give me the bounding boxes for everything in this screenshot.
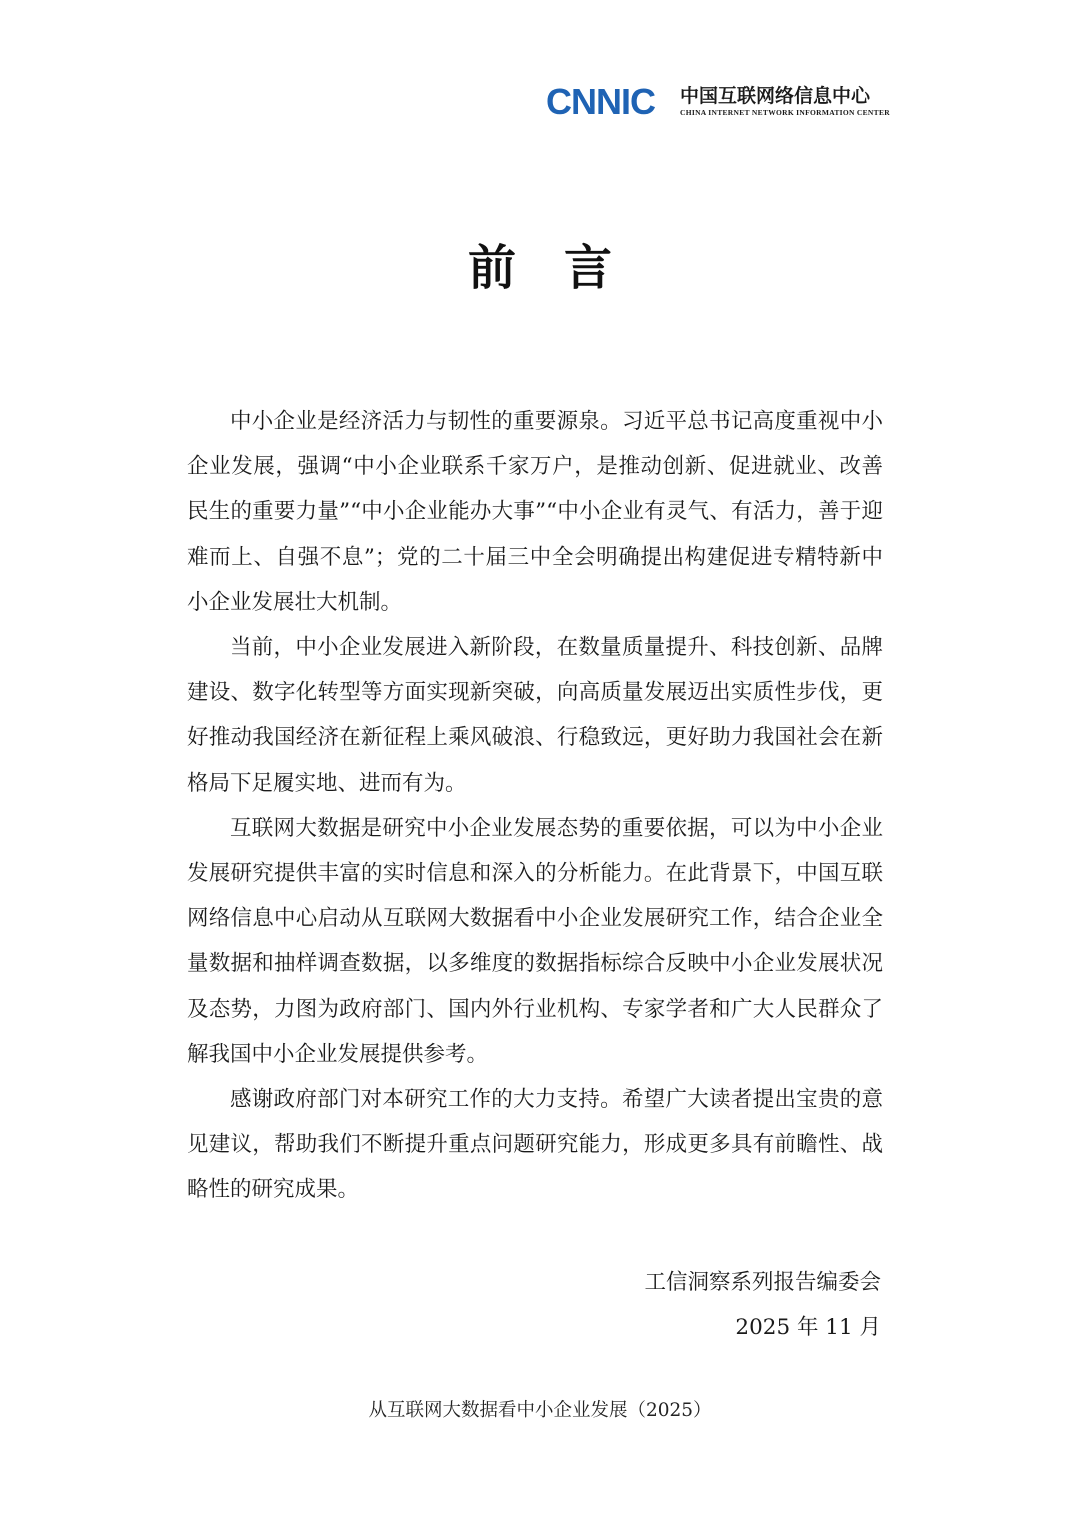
preface-body <box>187 399 883 1213</box>
signature-block <box>644 1260 881 1350</box>
signature-date: 2025 年 11 月 <box>735 1315 881 1340</box>
paragraph-3: 互联网大数据是研究中小企业发展态势的重要依据，可以为中小企业发展研究提供丰富的实时信息和深入的分析能力。在此背景下，中国互联网络信息中心启动从互联网大数据看中小企业发展研究工作，结合企业全量数据和抽样调查数据，以多维度的数据指标综合反映中小企业发展状况及态势，力图为政府部门、国内外行业机构、专家学者和广大人民群众了解我国中小企业发展提供参考。 <box>187 815 883 1067</box>
cnnic-logo <box>546 81 891 122</box>
cnnic-logo-chinese-name: 中国互联网络信息中心 <box>680 85 871 107</box>
page-footer: 从互联网大数据看中小企业发展（2025） <box>368 1400 712 1421</box>
signature-organization: 工信洞察系列报告编委会 <box>644 1270 881 1295</box>
paragraph-4: 感谢政府部门对本研究工作的大力支持。希望广大读者提出宝贵的意见建议，帮助我们不断提升重点问题研究能力，形成更多具有前瞻性、战略性的研究成果。 <box>187 1087 883 1203</box>
paragraph-1: 中小企业是经济活力与韧性的重要源泉。习近平总书记高度重视中小企业发展，强调“中小企业联系千家万户，是推动创新、促进就业、改善民生的重要力量”“中小企业能办大事”“中小企业有灵气、有活力，善于迎难而上、自强不息”；党的二十届三中全会明确提出构建促进专精特新中小企业发展壮大机制。 <box>187 409 883 615</box>
page-title: 前 言 <box>467 240 612 296</box>
cnnic-logo-mark: CNNIC <box>546 81 655 122</box>
cnnic-logo-english-name: CHINA INTERNET NETWORK INFORMATION CENTER <box>680 108 890 117</box>
paragraph-2: 当前，中小企业发展进入新阶段，在数量质量提升、科技创新、品牌建设、数字化转型等方面实现新突破，向高质量发展迈出实质性步伐，更好推动我国经济在新征程上乘风破浪、行稳致远，更好助力我国社会在新格局下足履实地、进而有为。 <box>187 635 883 796</box>
